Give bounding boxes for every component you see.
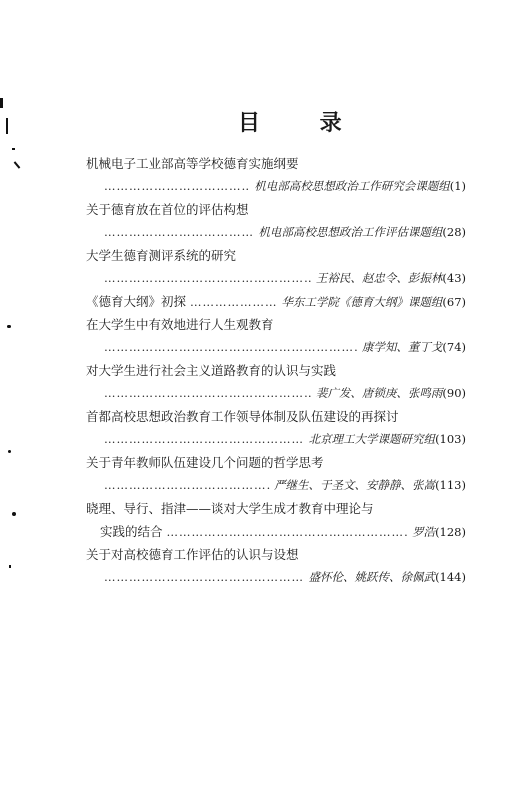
scan-mark <box>9 565 11 568</box>
entry-author: 机电部高校思想政治工作评估课题组 <box>258 225 443 239</box>
table-of-contents <box>86 152 466 589</box>
entry-author: 北京理工大学课题研究组 <box>308 432 436 446</box>
dot-leader <box>104 428 305 451</box>
dot-leader <box>190 291 277 314</box>
entry-meta <box>86 175 466 198</box>
entry-title: 《德育大纲》初探 <box>86 294 187 309</box>
entry-title: 大学生德育测评系统的研究 <box>86 248 237 263</box>
scan-mark <box>8 450 11 453</box>
entry-title-continued: 实践的结合 <box>100 524 163 539</box>
entry-title: 机械电子工业部高等学校德育实施纲要 <box>86 156 299 171</box>
entry-author: 王裕民、赵忠令、彭振林 <box>315 271 443 285</box>
entry-title: 对大学生进行社会主义道路教育的认识与实践 <box>86 363 337 378</box>
toc-entry <box>86 313 466 359</box>
dot-leader <box>104 175 250 198</box>
entry-page: (113) <box>435 478 466 492</box>
entry-author: 严继生、于圣文、安静静、张嵩 <box>274 478 436 492</box>
entry-author: 盛怀伦、姚跃传、徐佩武 <box>308 570 436 584</box>
scan-mark <box>14 161 21 168</box>
entry-author: 康学知、董丁戈 <box>361 340 443 354</box>
dot-leader <box>104 566 305 589</box>
entry-title: 首都高校思想政治教育工作领导体制及队伍建设的再探讨 <box>86 409 399 424</box>
entry-page: (144) <box>435 570 466 584</box>
entry-author: 裴广发、唐锁庚、张鸣雨 <box>315 386 443 400</box>
dot-leader <box>104 267 312 290</box>
scan-mark <box>0 98 3 108</box>
toc-entry <box>86 497 466 543</box>
entry-meta <box>86 520 466 543</box>
dot-leader <box>104 382 312 405</box>
toc-entry <box>86 543 466 589</box>
toc-entry <box>86 152 466 198</box>
entry-meta <box>86 221 466 244</box>
toc-entry <box>86 244 466 290</box>
scan-mark <box>12 148 15 150</box>
toc-entry <box>86 290 466 313</box>
entry-meta <box>86 428 466 451</box>
entry-title: 关于对高校德育工作评估的认识与设想 <box>86 547 299 562</box>
entry-page: (43) <box>442 271 466 285</box>
entry-title: 关于青年教师队伍建设几个问题的哲学思考 <box>86 455 324 470</box>
toc-entry <box>86 359 466 405</box>
toc-entry <box>86 405 466 451</box>
scan-mark <box>12 512 16 516</box>
entry-page: (28) <box>442 225 466 239</box>
entry-meta <box>86 290 466 313</box>
dot-leader <box>104 474 270 497</box>
entry-page: (1) <box>449 179 466 193</box>
entry-page: (74) <box>442 340 466 354</box>
entry-page: (103) <box>435 432 466 446</box>
dot-leader <box>104 221 254 244</box>
entry-page: (90) <box>442 386 466 400</box>
entry-meta <box>86 566 466 589</box>
entry-meta <box>86 267 466 290</box>
entry-author: 机电部高校思想政治工作研究会课题组 <box>254 179 450 193</box>
entry-page: (128) <box>435 525 466 539</box>
scan-mark <box>6 118 8 134</box>
entry-page: (67) <box>442 295 466 309</box>
entry-title: 关于德育放在首位的评估构想 <box>86 202 249 217</box>
dot-leader <box>167 521 409 544</box>
entry-meta <box>86 474 466 497</box>
entry-title: 在大学生中有效地进行人生观教育 <box>86 317 274 332</box>
toc-entry <box>86 451 466 497</box>
entry-author: 罗浩 <box>412 525 436 539</box>
toc-entry <box>86 198 466 244</box>
dot-leader <box>104 336 358 359</box>
scan-mark <box>7 325 11 328</box>
entry-author: 华东工学院《德育大纲》课题组 <box>281 295 443 309</box>
entry-title: 晓理、导行、指津——谈对大学生成才教育中理论与 <box>86 501 374 516</box>
entry-meta <box>86 382 466 405</box>
page-title: 目 录 <box>238 110 368 136</box>
entry-meta <box>86 336 466 359</box>
